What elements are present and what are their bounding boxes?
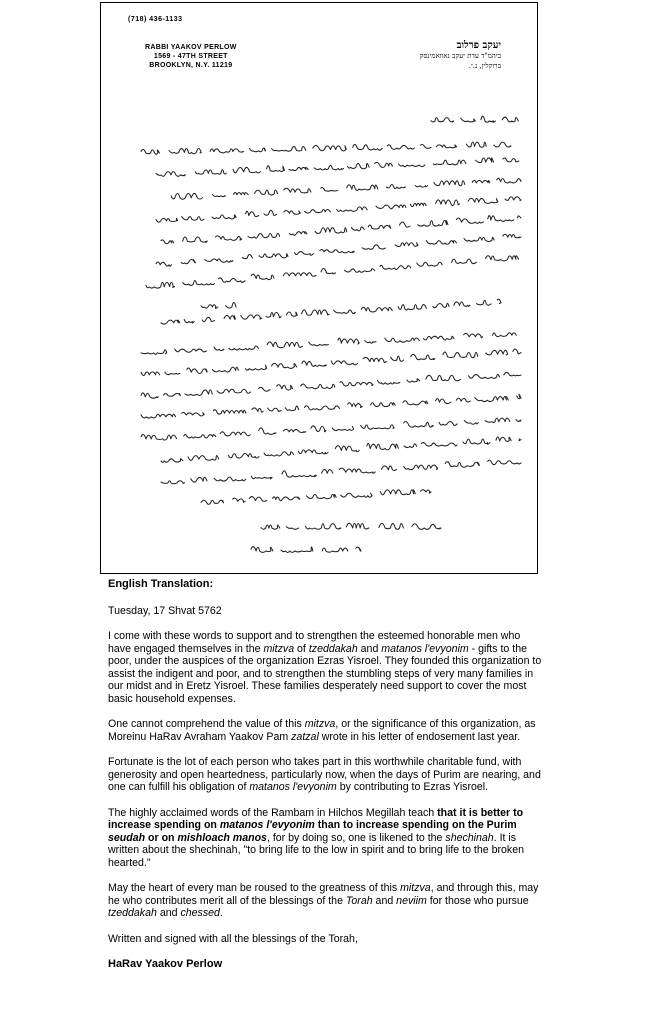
english-translation (108, 578, 545, 971)
letter-date: Tuesday, 17 Shvat 5762 (108, 604, 222, 617)
letterhead-name: RABBI YAAKOV PERLOW (145, 44, 237, 51)
letterhead-phone: (718) 436-1133 (128, 16, 183, 23)
paragraph-5: May the heart of every man be roused to the greatness of this mitzva, and through this, may he who contributes merit all of the blessings of the Torah and neviim for those who pursue tzeddakah and chessed. (108, 882, 539, 919)
paragraph-4: The highly acclaimed words of the Rambam in Hilchos Megillah teach that it is better to increase spending on matanos l'evyonim than to increase spending on the Purim seudah or on mishloach manos, for by doing so, one is likened to the shechinah. It is written about the shechinah, "to bring life to the low in spirit and to bring life to the broken hearted." (108, 806, 524, 869)
handwriting-scribble (101, 3, 537, 573)
paragraph-3: Fortunate is the lot of each person who takes part in this worthwhile charitable fund, with generosity and open heartedness, particularly now, when the days of Purim are nearing, and one can fulfill his obligation of matanos l'evyonim by contributing to Ezras Yisroel. (108, 756, 541, 793)
letterhead-hebrew-title: ביהמ"ד עדת יעקב נאוואמינסק (419, 52, 501, 60)
letterhead-address-line1: 1569 - 47TH STREET (153, 53, 228, 60)
translation-heading: English Translation: (108, 578, 214, 590)
letterhead-address-line2: BROOKLYN, N.Y. 11219 (149, 62, 233, 69)
letterhead-hebrew-name: יעקב פרלוב (456, 40, 501, 51)
handwritten-letter-image (100, 2, 538, 574)
signature-name: HaRav Yaakov Perlow (108, 958, 223, 970)
closing-line: Written and signed with all the blessings of the Torah, (108, 932, 358, 945)
paragraph-2: One cannot comprehend the value of this mitzva, or the significance of this organization, as Moreinu HaRav Avraham Yaakov Pam zatzal wrote in his letter of endosement last year. (108, 718, 536, 743)
letterhead-hebrew-city: ברוקלין, נ.י. (468, 62, 501, 70)
paragraph-1: I come with these words to support and to strengthen the esteemed honorable men who have engaged themselves in the mitzva of tzeddakah and matanos l'evyonim - gifts to the poor, under the auspices of the organization Ezras Yisroel. They founded this organization to assist the indigent and poor, and to strengthen the stumbling steps of very many families in our midst and in Eretz Yisroel. These families desperately need support to cover the most basic household expenses. (108, 630, 542, 705)
